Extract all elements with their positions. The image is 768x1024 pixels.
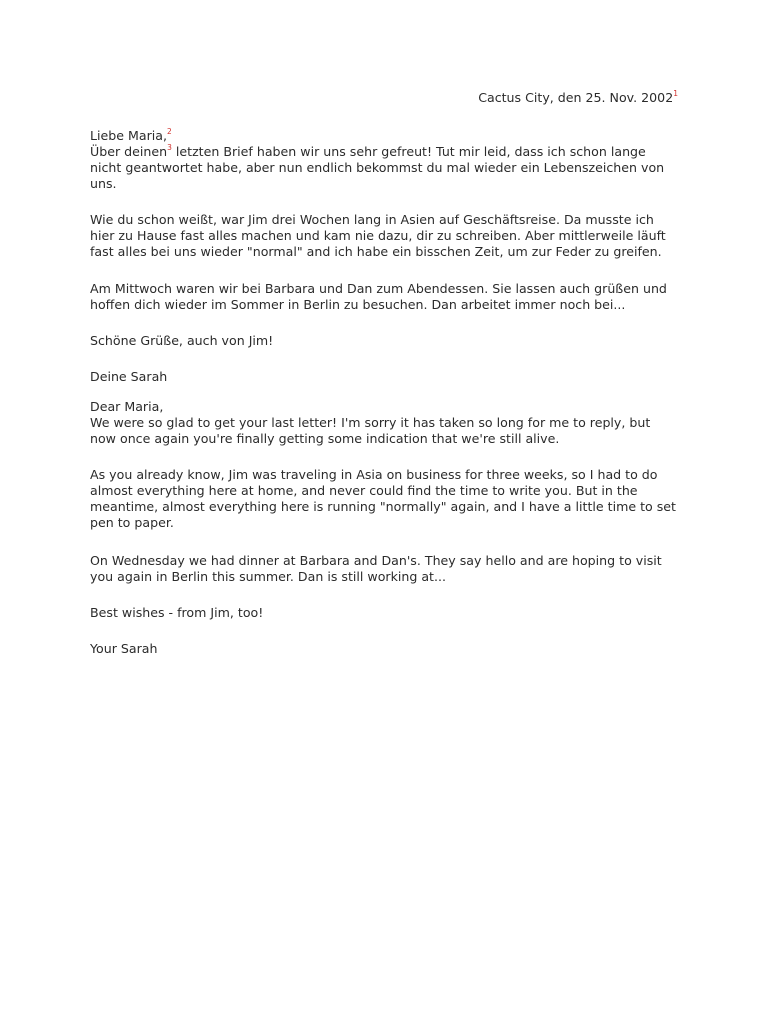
german-paragraph-1-start: Über deinen bbox=[90, 144, 168, 159]
footnote-marker-2: 2 bbox=[167, 127, 172, 136]
german-paragraph-1 bbox=[90, 144, 680, 192]
english-paragraph-1: We were so glad to get your last letter! I'm sorry it has taken so long for me to reply, but now once again you're finally getting some indication that we're still alive. bbox=[90, 415, 651, 446]
german-salutation-text: Liebe Maria, bbox=[90, 128, 167, 143]
place-date-line bbox=[478, 90, 678, 106]
english-paragraph-2: As you already know, Jim was traveling in Asia on business for three weeks, so I had to do almost everything here at home, and never could find the time to write you. But in the meantime, almost everything here is running "normally" again, and I have a little time to set pen to paper. bbox=[90, 467, 676, 530]
footnote-marker-3: 3 bbox=[167, 143, 172, 152]
english-closing: Best wishes - from Jim, too! bbox=[90, 605, 264, 620]
german-closing: Schöne Grüße, auch von Jim! bbox=[90, 333, 274, 348]
english-paragraph-3: On Wednesday we had dinner at Barbara and Dan's. They say hello and are hoping to visit you again in Berlin this summer. Dan is still working at... bbox=[90, 553, 662, 584]
german-paragraph-1-rest: letzten Brief haben wir uns sehr gefreut! Tut mir leid, dass ich schon lange nicht geantwortet habe, aber nun endlich bekommst du mal wieder ein Lebenszeichen von uns. bbox=[90, 144, 665, 191]
german-paragraph-2: Wie du schon weißt, war Jim drei Wochen lang in Asien auf Geschäftsreise. Da musste ich hier zu Hause fast alles machen und kam nie dazu, dir zu schreiben. Aber mittlerweile läuft fast alles bei uns wieder "normal" and ich habe ein bisschen Zeit, um zur Feder zu greifen. bbox=[90, 212, 666, 259]
german-paragraph-3: Am Mittwoch waren wir bei Barbara und Dan zum Abendessen. Sie lassen auch grüßen und hoffen dich wieder im Sommer in Berlin zu besuchen. Dan arbeitet immer noch bei... bbox=[90, 281, 667, 312]
german-signature: Deine Sarah bbox=[90, 369, 168, 384]
english-letter bbox=[90, 399, 680, 657]
english-signature: Your Sarah bbox=[90, 641, 158, 656]
place-date: Cactus City, den 25. Nov. 2002 bbox=[478, 90, 674, 105]
german-salutation bbox=[90, 128, 680, 144]
footnote-marker-1: 1 bbox=[673, 89, 678, 98]
english-salutation: Dear Maria, bbox=[90, 399, 164, 414]
german-letter bbox=[90, 128, 680, 385]
